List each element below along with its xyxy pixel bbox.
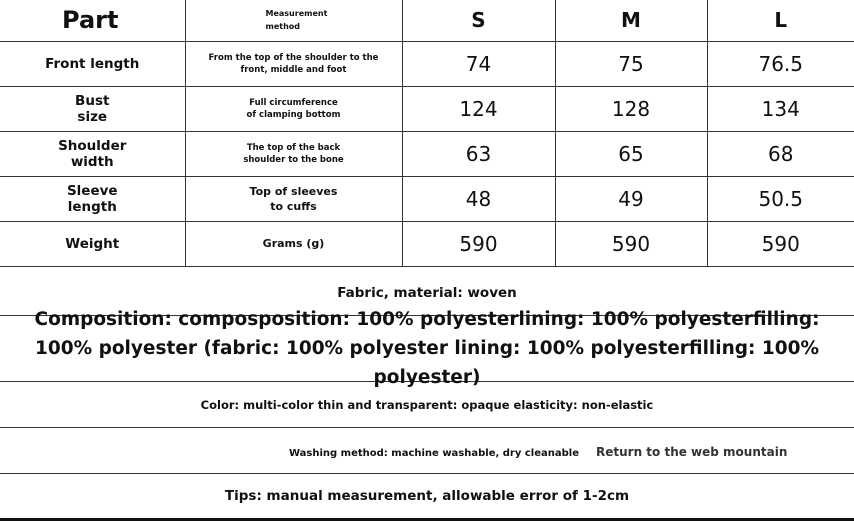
part-name xyxy=(0,41,185,86)
part-label: width xyxy=(70,153,114,170)
table-row xyxy=(0,176,854,221)
measurement-method xyxy=(185,131,402,176)
tips-info: Tips: manual measurement, allowable error of 1-2cm xyxy=(0,474,854,521)
value-l: 68 xyxy=(707,131,854,176)
method-line: of clamping bottom xyxy=(246,109,341,120)
part-label: Bust xyxy=(75,92,110,109)
measurement-method xyxy=(185,41,402,86)
method-line: to cuffs xyxy=(270,199,317,213)
part-label: Front length xyxy=(45,55,140,72)
part-label: length xyxy=(67,198,117,215)
washing-row xyxy=(0,428,854,474)
value-s: 74 xyxy=(402,41,555,86)
method-line: Grams (g) xyxy=(262,237,325,250)
size-header-m: M xyxy=(555,0,707,41)
value-m: 65 xyxy=(555,131,707,176)
method-line: shoulder to the bone xyxy=(243,154,344,165)
part-name xyxy=(0,221,185,266)
part-name xyxy=(0,176,185,221)
table-row xyxy=(0,221,854,266)
table-row xyxy=(0,86,854,131)
method-line: From the top of the shoulder to the xyxy=(208,52,379,63)
method-header xyxy=(185,0,402,41)
part-label: Shoulder xyxy=(58,137,127,154)
value-s: 590 xyxy=(402,221,555,266)
fabric-info: Fabric, material: woven xyxy=(0,271,854,316)
value-m: 590 xyxy=(555,221,707,266)
table-row xyxy=(0,131,854,176)
part-header: Part xyxy=(0,0,185,41)
table-header-row xyxy=(0,0,854,41)
part-name xyxy=(0,131,185,176)
method-line: Top of sleeves xyxy=(249,184,338,198)
value-m: 128 xyxy=(555,86,707,131)
value-l: 50.5 xyxy=(707,176,854,221)
return-link[interactable]: Return to the web mountain xyxy=(596,445,788,459)
value-m: 75 xyxy=(555,41,707,86)
value-l: 590 xyxy=(707,221,854,266)
method-header-line1: Measurement xyxy=(265,9,328,19)
method-header-line2: method xyxy=(265,22,301,32)
method-line: front, middle and foot xyxy=(240,64,347,75)
size-header-s: S xyxy=(402,0,555,41)
value-l: 76.5 xyxy=(707,41,854,86)
part-label: Weight xyxy=(65,235,120,252)
part-label: size xyxy=(77,108,108,125)
method-line: The top of the back xyxy=(246,142,341,153)
composition-info: Composition: composposition: 100% polyesterlining: 100% polyesterfilling: 100% polyester (fabric: 100% polyester lining: 100% polyesterfilling: 100% polyester) xyxy=(0,316,854,382)
washing-method: Washing method: machine washable, dry cleanable xyxy=(289,448,579,459)
method-line: Full circumference xyxy=(249,97,338,108)
part-name xyxy=(0,86,185,131)
value-s: 48 xyxy=(402,176,555,221)
part-label: Sleeve xyxy=(66,182,118,199)
measurement-method xyxy=(185,221,402,266)
measurement-method xyxy=(185,86,402,131)
color-info: Color: multi-color thin and transparent: opaque elasticity: non-elastic xyxy=(0,383,854,428)
value-m: 49 xyxy=(555,176,707,221)
value-l: 134 xyxy=(707,86,854,131)
value-s: 63 xyxy=(402,131,555,176)
measurement-method xyxy=(185,176,402,221)
value-s: 124 xyxy=(402,86,555,131)
table-row xyxy=(0,41,854,86)
size-header-l: L xyxy=(707,0,854,41)
